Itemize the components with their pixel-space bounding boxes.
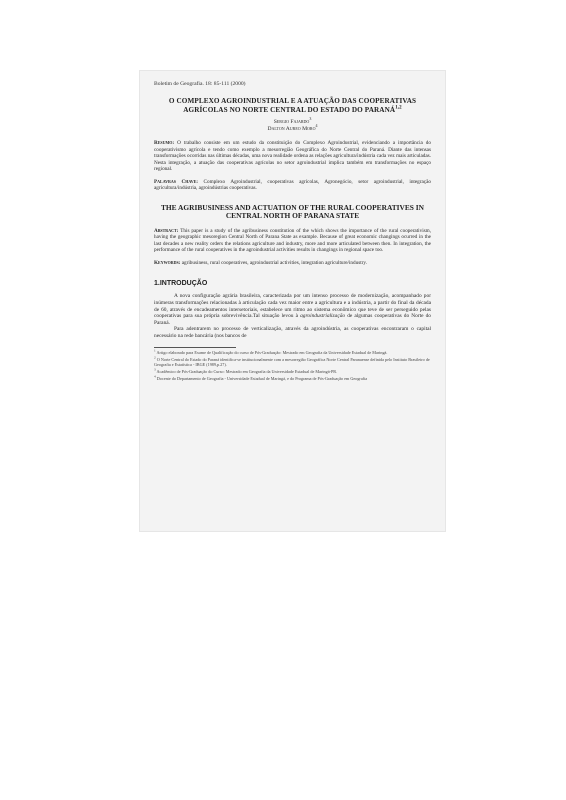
abstract-label: Abstract: [154,227,179,234]
author-name: Sergio Fajardo [273,119,310,126]
footnote-mark: 4 [154,374,156,379]
keywords-block [154,260,431,267]
footnote-divider [154,347,236,348]
footnote-text: Docente do Departamento de Geografia - Universidade Estadual de Maringá, e do Programa de Pós-Graduação em Geografia [156,376,368,382]
paper-title-en: THE AGRIBUSINESS AND ACTUATION OF THE RURAL COOPERATIVES IN CENTRAL NORTH OF PARANA STATE [161,202,424,221]
author-footnote-mark: 3 [309,116,312,122]
keywords-text: agribusiness, rural cooperatives, agroindustrial activities, integration agriculture/industry. [181,259,367,266]
footnote-mark: 2 [154,355,156,360]
resumo-block [154,140,431,173]
scanned-page [140,71,445,531]
authors-block [154,116,431,133]
abstract-text: This paper is a study of the agribusiness constitution of the which shows the importance of the rural cooperativism, having the geographic mesoregion Central North of Parana State as example. Because of great economic changings ocurred in the last decades a new reality orders the relations agriculture and industry, more and more articulated between then. In integration, the performance of the rural cooperatives in the agroindustrial activities results in changings in regional space too. [154,227,431,254]
resumo-text: O trabalho consiste em um estudo da constituição do Complexo Agroindustrial, evidenciando a importância do cooperativismo agrícola e tendo como exemplo a mesorregião Geográfica do Norte Central do Paraná. Diante das intensas transformações ocorridas nas últimas décadas, uma nova realidade ordena as relações agricultura/indústria cada vez mais articuladas. Nesta integração, a atuação das cooperativas agrícolas no setor agroindustrial implica também em transformações no espaço regional. [154,140,431,173]
palavras-chave-label: Palavras Chave: [154,178,199,185]
footnote-text: Artigo elaborado para Exame de Qualificação do curso de Pós-Graduação: Mestrado em Geografia da Universidade Estadual de Maringá. [156,349,388,355]
intro-para1-text: A nova configuração agrária brasileira, caracterizada por um intenso processo de modernização, acompanhado por inúmeras transformações relacionadas à articulação cada vez maior entre a agricultura e a indústria, a partir do final da década de 60, através de encadeamentos intersetoriais, estabelece um ritmo ao sistema econômico que teve de ser perseguido pelas cooperativas para sua própria sobrevivência.Tal situação levou à [154,293,431,320]
author-line [154,123,431,133]
palavras-chave-text: Complexo Agroindustrial, cooperativas agrícolas, Agronegócio, setor agroindustrial, integração agricultura/indústria, agroindústrias cooperativas. [154,178,431,192]
title-pt-text: O COMPLEXO AGROINDUSTRIAL E A ATUAÇÃO DAS COOPERATIVAS AGRÍCOLAS NO NORTE CENTRAL DO ESTADO DO PARANÁ [168,97,417,114]
footnote-text: Acadêmico de Pós-Graduação do Curso: Mestrado em Geografia da Universidade Estadual de Maringá-PR. [156,369,338,375]
footnote [154,350,431,355]
abstract-block [154,228,431,254]
section-heading: 1.INTRODUÇÃO [154,280,208,288]
resumo-label: Resumo: [154,140,175,147]
intro-paragraph-1 [154,293,431,326]
intro-para1-italic: agroindustrialização [300,313,346,320]
title-footnote-marks: 1,2 [395,105,402,111]
journal-header: Boletim de Geografia. 18: 85-111 (2000) [154,81,246,87]
footnote [154,376,431,381]
footnote [154,357,431,367]
keywords-label: Keywords: [154,259,181,266]
page-content [154,81,431,382]
footnote-mark: 3 [154,367,156,372]
palavras-chave-block [154,179,431,192]
paper-title-pt [154,97,431,114]
footnote-mark: 1 [154,348,156,353]
intro-para1-text-end: de algumas cooperativas do Norte do Paraná. [154,313,431,326]
intro-paragraph-2: Para adentrarem no processo de verticalização, através da agroindústria, as cooperativas encontraram o capital necessário na rede bancária (nos bancos de [154,326,431,339]
footnote-text: O Norte Central do Estado do Paraná identifica-se institucionalmente com a mesorregião Geográfica Norte Central Paranaense definida pelo Instituto Brasileiro de Geografia e Estatística - IBGE (1989,p.27). [154,356,430,367]
footnote [154,369,431,374]
author-name: Dalton Aureo Moro [267,126,316,133]
author-footnote-mark: 4 [315,123,318,129]
